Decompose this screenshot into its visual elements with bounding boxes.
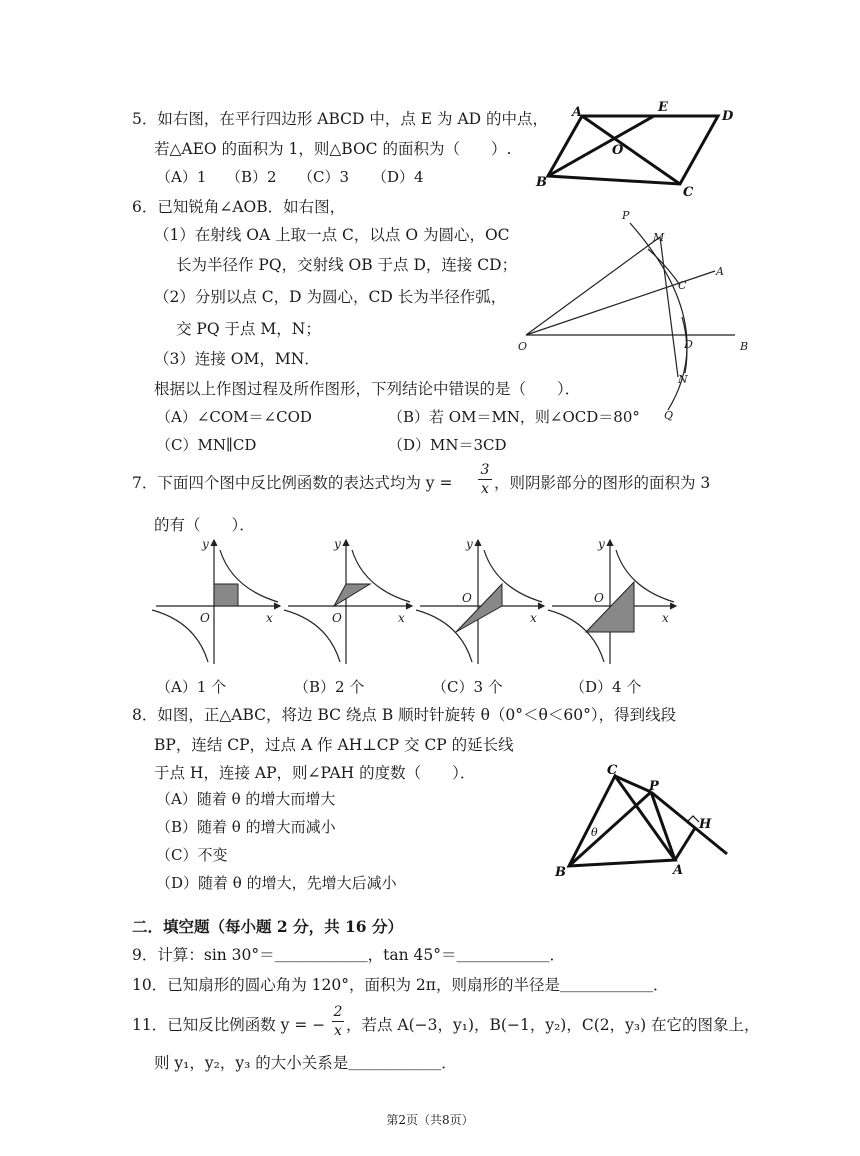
- q8-option-b: （B）随着 θ 的增大而减小: [156, 818, 336, 836]
- q8-label-theta: θ: [591, 826, 598, 839]
- q7-graph-b-x-label: x: [398, 611, 405, 625]
- q6-label-a: A: [716, 265, 724, 278]
- q7-graph-a: [152, 536, 284, 668]
- q8-line2: BP，连结 CP，过点 A 作 AH⊥CP 交 CP 的延长线: [154, 736, 514, 754]
- q8-label-a: A: [673, 863, 684, 878]
- q11-fraction-denominator: x: [334, 1023, 342, 1039]
- q6-line7: 根据以上作图过程及所作图形，下列结论中错误的是（ ）．: [154, 380, 581, 398]
- q7-graph-b-origin-label: O: [332, 611, 342, 625]
- q7-fraction: [478, 462, 492, 497]
- q7-fraction-numerator: 3: [480, 462, 490, 478]
- q5-option-c: （C）3: [298, 168, 350, 186]
- q7-line1-pre: 7．下面四个图中反比例函数的表达式均为 y =: [132, 474, 453, 492]
- page-footer: 第2页（共8页）: [386, 1113, 474, 1127]
- q8-label-b: B: [555, 865, 566, 880]
- q7-fraction-denominator: x: [481, 481, 489, 497]
- q7-line2: 的有（ ）．: [154, 516, 255, 534]
- q6-label-q: Q: [664, 409, 674, 422]
- q8-label-c: C: [607, 763, 618, 778]
- q10-text: 10．已知扇形的圆心角为 120°，面积为 2π，则扇形的半径是＿＿＿＿＿＿．: [132, 976, 669, 994]
- q5-label-e: E: [658, 100, 668, 115]
- q6-label-d: D: [684, 338, 693, 351]
- q5-line2: 若△AEO 的面积为 1，则△BOC 的面积为（ ）.: [154, 140, 512, 158]
- q7-option-c: （C）3 个: [432, 678, 503, 696]
- q6-label-p: P: [622, 209, 630, 222]
- q7-graph-c: [416, 536, 548, 668]
- q7-graph-a-y-label: y: [202, 537, 209, 551]
- q11-fraction: [332, 1004, 344, 1039]
- q7-option-d: （D）4 个: [570, 678, 642, 696]
- q11-line1-pre: 11．已知反比例函数 y = −: [132, 1016, 326, 1034]
- q6-line5: 交 PQ 于点 M，N；: [176, 320, 321, 338]
- q8-option-c: （C）不变: [156, 846, 228, 864]
- q7-graph-c-y-label: y: [466, 537, 473, 551]
- q7-graph-d-x-label: x: [662, 611, 669, 625]
- q6-line2: （1）在射线 OA 上取一点 C，以点 O 为圆心，OC: [154, 226, 510, 244]
- q6-option-c: （C）MN∥CD: [156, 436, 257, 454]
- q7-graph-d: [548, 536, 680, 668]
- q7-graph-a-x-label: x: [266, 611, 273, 625]
- q5-label-a: A: [572, 105, 583, 120]
- q6-option-d: （D）MN＝3CD: [388, 436, 507, 454]
- q11-line1-post: ，若点 A(−3，y₁)，B(−1，y₂)，C(2，y₃) 在它的图象上，: [346, 1016, 760, 1034]
- q7-graph-b-y-label: y: [334, 537, 341, 551]
- q7-graph-b: [284, 536, 416, 668]
- q8-label-p: P: [649, 779, 659, 794]
- q6-label-b: B: [740, 340, 749, 353]
- q7-graph-a-origin-label: O: [200, 611, 210, 625]
- q5-line1: 5．如右图，在平行四边形 ABCD 中，点 E 为 AD 的中点，: [132, 110, 549, 128]
- q6-label-m: M: [653, 231, 665, 244]
- q5-label-b: B: [536, 175, 547, 190]
- q11-line2: 则 y₁，y₂，y₃ 的大小关系是＿＿＿＿＿＿．: [154, 1054, 457, 1072]
- q5-parallelogram-figure: [530, 98, 740, 198]
- q5-option-a: （A）1: [156, 168, 207, 186]
- q7-option-a: （A）1 个: [156, 678, 227, 696]
- q7-graph-c-origin-label: O: [462, 591, 472, 605]
- q5-option-d: （D）4: [372, 168, 424, 186]
- q6-construction-figure: [510, 205, 760, 425]
- q7-line1-post: ，则阴影部分的图形的面积为 3: [494, 474, 711, 492]
- q8-line1: 8．如图，正△ABC，将边 BC 绕点 B 顺时针旋转 θ（0°＜θ＜60°），得到线段: [132, 706, 677, 724]
- q6-line4: （2）分别以点 C，D 为圆心，CD 长为半径作弧，: [154, 288, 507, 306]
- q7-graph-d-origin-label: O: [594, 591, 604, 605]
- q6-line6: （3）连接 OM，MN．: [154, 350, 320, 368]
- q11-fraction-numerator: 2: [333, 1004, 343, 1020]
- q8-label-h: H: [699, 817, 712, 832]
- q5-label-c: C: [683, 185, 694, 198]
- q5-option-b: （B）2: [226, 168, 277, 186]
- q7-graph-c-x-label: x: [530, 611, 537, 625]
- section-2-title: 二．填空题（每小题 2 分，共 16 分）: [132, 917, 403, 936]
- q9-text: 9．计算：sin 30°＝＿＿＿＿＿＿，tan 45°＝＿＿＿＿＿＿．: [132, 946, 566, 964]
- q7-option-b: （B）2 个: [294, 678, 365, 696]
- q8-option-d: （D）随着 θ 的增大，先增大后减小: [156, 874, 397, 892]
- q8-line3: 于点 H，连接 AP，则∠PAH 的度数（ ）．: [154, 764, 476, 782]
- q8-triangle-figure: [545, 762, 745, 892]
- q8-option-a: （A）随着 θ 的增大而增大: [156, 790, 336, 808]
- q6-option-b: （B）若 OM＝MN，则∠OCD＝80°: [388, 408, 640, 426]
- q6-label-c: C: [678, 279, 687, 292]
- q5-label-d: D: [722, 109, 734, 124]
- q5-label-o: O: [612, 143, 624, 158]
- q6-line1: 6．已知锐角∠AOB．如右图，: [132, 198, 346, 216]
- q6-option-a: （A）∠COM＝∠COD: [156, 408, 312, 426]
- q6-label-n: N: [678, 373, 688, 386]
- q7-graph-d-y-label: y: [598, 537, 605, 551]
- q6-label-o: O: [518, 340, 528, 353]
- q6-line3: 长为半径作 PQ，交射线 OB 于点 D，连接 CD；: [176, 256, 518, 274]
